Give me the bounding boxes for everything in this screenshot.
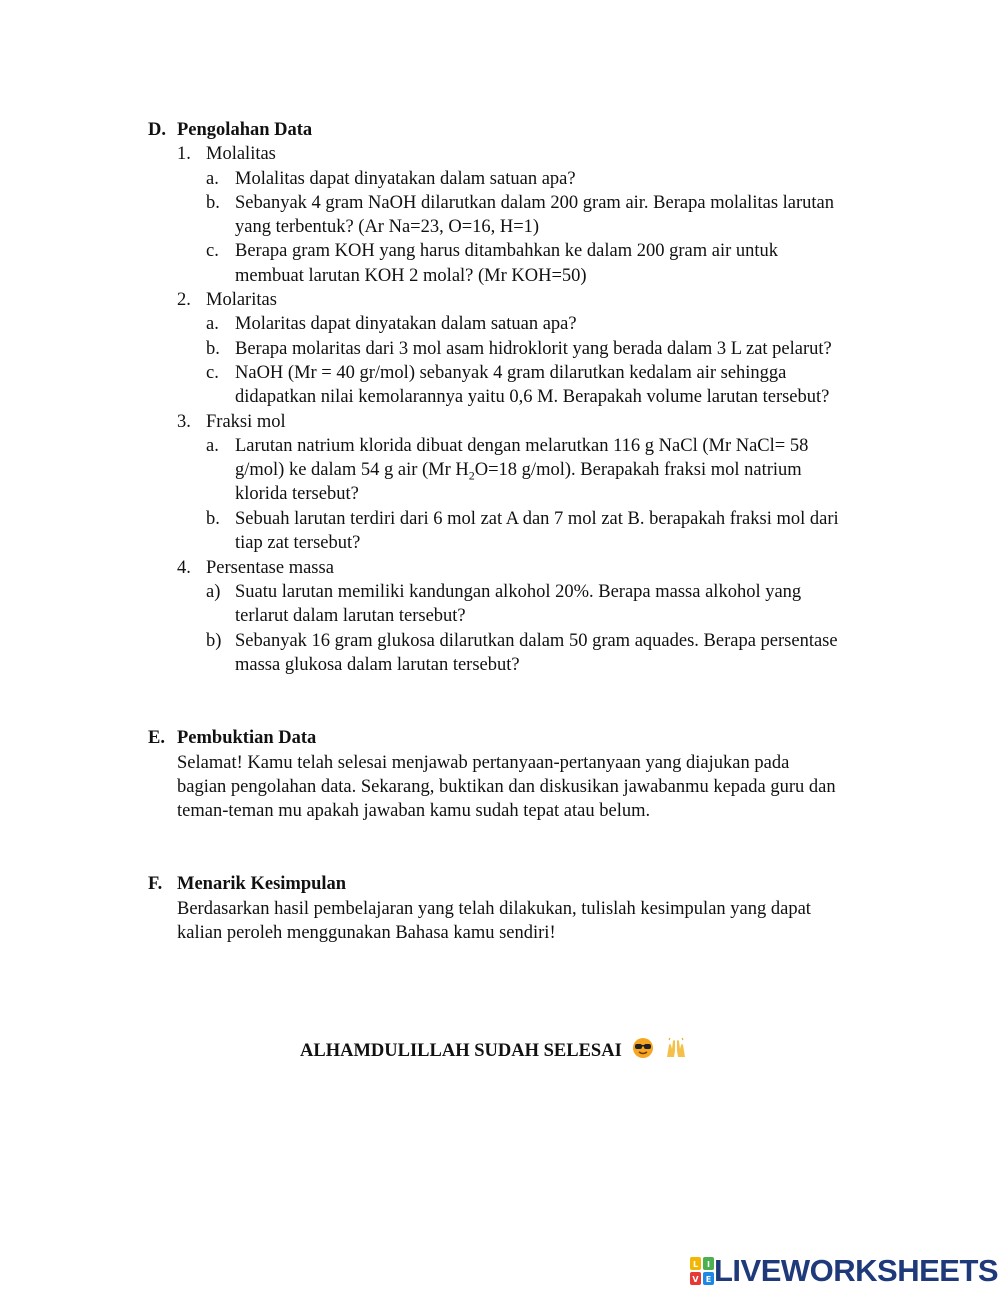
question-text: didapatkan nilai kemolarannya yaitu 0,6 M. Berapakah volume larutan tersebut? bbox=[235, 387, 830, 407]
sub-mark: c. bbox=[206, 241, 219, 261]
liveworksheets-logo bbox=[690, 1254, 998, 1288]
question-text: Sebanyak 16 gram glukosa dilarutkan dalam 50 gram aquades. Berapa persentase bbox=[235, 631, 838, 651]
closing-text: ALHAMDULILLAH SUDAH SELESAI bbox=[300, 1040, 622, 1061]
question-text: membuat larutan KOH 2 molal? (Mr KOH=50) bbox=[235, 266, 587, 286]
section-e-letter: E. bbox=[148, 728, 165, 748]
question-text-part: O=18 g/mol). Berapakah fraksi mol natrium bbox=[474, 460, 802, 480]
item-title-persentase-massa: Persentase massa bbox=[206, 558, 334, 578]
svg-text:V: V bbox=[692, 1275, 699, 1284]
svg-text:L: L bbox=[692, 1260, 699, 1269]
paragraph-line: Berdasarkan hasil pembelajaran yang telah dilakukan, tulislah kesimpulan yang dapat bbox=[177, 899, 811, 919]
item-title-fraksi-mol: Fraksi mol bbox=[206, 412, 286, 432]
item-number: 4. bbox=[177, 558, 191, 578]
question-text: tiap zat tersebut? bbox=[235, 533, 361, 553]
svg-text:E: E bbox=[705, 1275, 712, 1284]
question-text: Molalitas dapat dinyatakan dalam satuan apa? bbox=[235, 169, 576, 189]
question-text: klorida tersebut? bbox=[235, 484, 359, 504]
paragraph-line: Selamat! Kamu telah selesai menjawab pertanyaan-pertanyaan yang diajukan pada bbox=[177, 753, 790, 773]
section-d-letter: D. bbox=[148, 120, 166, 140]
logo-text: LIVEWORKSHEETS bbox=[714, 1253, 999, 1288]
svg-text:I: I bbox=[707, 1260, 710, 1269]
question-text: yang terbentuk? (Ar Na=23, O=16, H=1) bbox=[235, 217, 540, 237]
sub-mark: a. bbox=[206, 169, 219, 189]
sub-mark: c. bbox=[206, 363, 219, 383]
sub-mark: b) bbox=[206, 631, 222, 651]
question-text: massa glukosa dalam larutan tersebut? bbox=[235, 655, 520, 675]
raising-hands-icon bbox=[665, 1037, 687, 1066]
sub-mark: b. bbox=[206, 339, 220, 359]
section-e-title: Pembuktian Data bbox=[177, 728, 317, 748]
paragraph-line: teman-teman mu apakah jawaban kamu sudah tepat atau belum. bbox=[177, 801, 651, 821]
section-f-letter: F. bbox=[148, 874, 163, 894]
question-text-part: g/mol) ke dalam 54 g air (Mr H bbox=[235, 460, 469, 480]
section-d-title: Pengolahan Data bbox=[177, 120, 313, 140]
paragraph-line: bagian pengolahan data. Sekarang, buktikan dan diskusikan jawabanmu kepada guru dan bbox=[177, 777, 836, 797]
question-text: Berapa gram KOH yang harus ditambahkan ke dalam 200 gram air untuk bbox=[235, 241, 779, 261]
question-text: Suatu larutan memiliki kandungan alkohol 20%. Berapa massa alkohol yang bbox=[235, 582, 802, 602]
item-title-molalitas: Molalitas bbox=[206, 144, 276, 164]
sub-mark: b. bbox=[206, 193, 220, 213]
question-text: Larutan natrium klorida dibuat dengan melarutkan 116 g NaCl (Mr NaCl= 58 bbox=[235, 436, 809, 456]
question-text: Molaritas dapat dinyatakan dalam satuan apa? bbox=[235, 314, 577, 334]
closing-line bbox=[300, 1037, 687, 1066]
question-text: Sebanyak 4 gram NaOH dilarutkan dalam 200 gram air. Berapa molalitas larutan bbox=[235, 193, 835, 213]
logo-squares-icon bbox=[690, 1257, 714, 1285]
item-number: 1. bbox=[177, 144, 191, 164]
question-text: Berapa molaritas dari 3 mol asam hidroklorit yang berada dalam 3 L zat pelarut? bbox=[235, 339, 832, 359]
item-title-molaritas: Molaritas bbox=[206, 290, 277, 310]
paragraph-line: kalian peroleh menggunakan Bahasa kamu sendiri! bbox=[177, 923, 556, 943]
question-text: Sebuah larutan terdiri dari 6 mol zat A dan 7 mol zat B. berapakah fraksi mol dari bbox=[235, 509, 839, 529]
sub-mark: a. bbox=[206, 314, 219, 334]
section-f-title: Menarik Kesimpulan bbox=[177, 874, 347, 894]
sub-mark: b. bbox=[206, 509, 220, 529]
sub-mark: a) bbox=[206, 582, 221, 602]
question-text: terlarut dalam larutan tersebut? bbox=[235, 606, 466, 626]
sunglasses-face-icon bbox=[632, 1037, 654, 1066]
subscript: 2 bbox=[468, 468, 475, 483]
question-text: NaOH (Mr = 40 gr/mol) sebanyak 4 gram dilarutkan kedalam air sehingga bbox=[235, 363, 787, 383]
item-number: 2. bbox=[177, 290, 191, 310]
item-number: 3. bbox=[177, 412, 191, 432]
sub-mark: a. bbox=[206, 436, 219, 456]
